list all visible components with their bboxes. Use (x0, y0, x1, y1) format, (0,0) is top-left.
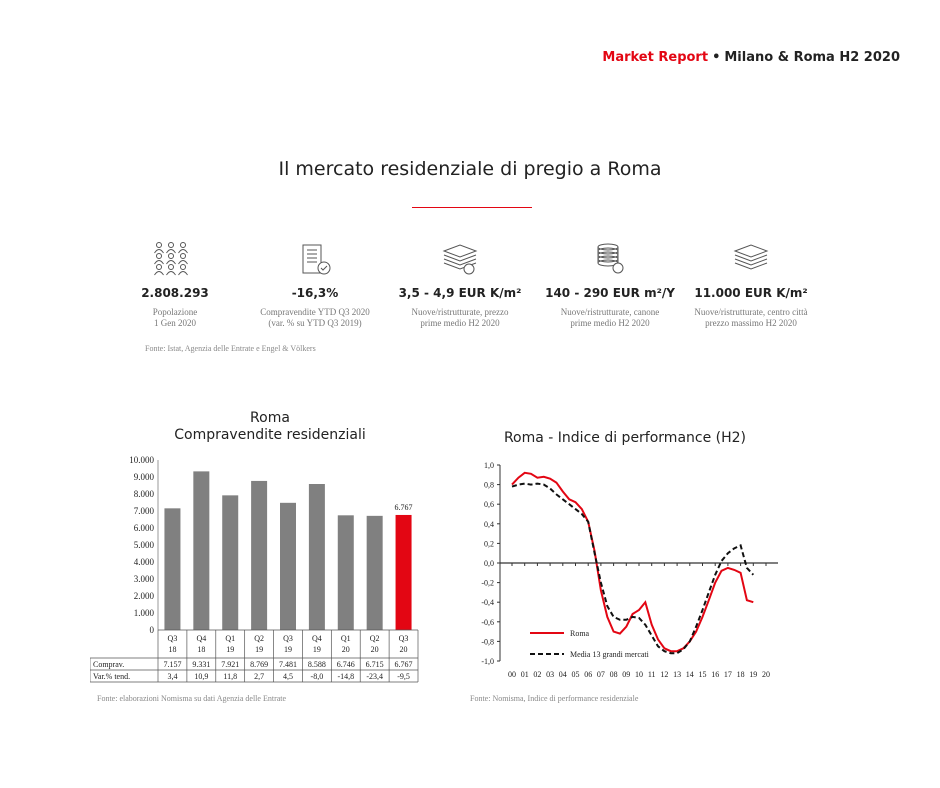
x-tick-label: 19 (255, 645, 264, 654)
bar-data-label: 6.767 (394, 502, 413, 512)
x-tick-label: Q4 (196, 634, 207, 643)
y-tick-label: 8.000 (133, 489, 154, 499)
stat-sales (250, 240, 380, 329)
table-row-label: Comprav. (93, 660, 125, 669)
table-cell: -8,0 (310, 672, 324, 681)
table-cell: 10,9 (194, 672, 209, 681)
x-tick-label: 19 (749, 670, 758, 679)
stat-value: -16,3% (291, 286, 339, 300)
table-row-label: Var.% tend. (93, 672, 131, 681)
table-cell: 7.481 (279, 660, 297, 669)
report-header (602, 50, 900, 65)
line-chart-title: Roma - Indice di performance (H2) (503, 430, 747, 446)
legend-label: Media 13 grandi mercati (570, 650, 649, 659)
bar-chart-source: Fonte: elaborazioni Nomisma su dati Agenzia delle Entrate (97, 694, 287, 703)
stat-description: Nuove/ristrutturate, prezzo prime medio H2 2020 (411, 307, 509, 328)
y-tick-label: 3.000 (133, 574, 154, 584)
x-tick-label: 04 (558, 670, 567, 679)
stat-value: 2.808.293 (141, 286, 209, 300)
bar (193, 471, 209, 630)
title-divider (412, 207, 532, 208)
series-line (512, 473, 753, 651)
stat-description: Nuove/ristrutturate, canone prime medio H2 2020 (560, 307, 660, 328)
stat-population (110, 240, 240, 329)
y-tick-label: 1,0 (484, 461, 494, 470)
y-tick-label: 9.000 (133, 472, 154, 482)
table-cell: 9.331 (192, 660, 211, 669)
y-tick-label: -0,2 (481, 578, 494, 588)
x-tick-label: 14 (685, 670, 694, 679)
table-cell: 8.769 (250, 660, 269, 669)
x-tick-label: Q2 (254, 634, 265, 643)
x-tick-label: 20 (370, 645, 379, 654)
y-tick-label: 0 (149, 625, 154, 635)
y-tick-label: -0,4 (481, 598, 494, 608)
table-cell: 6.767 (394, 660, 413, 669)
table-cell: 7.921 (221, 660, 240, 669)
table-cell: 4,5 (283, 672, 293, 681)
brand-label: Market Report (602, 50, 709, 65)
x-tick-label: 03 (546, 670, 555, 679)
x-tick-label: 16 (711, 670, 720, 679)
header-separator: • (712, 50, 721, 65)
x-tick-label: 18 (736, 670, 745, 679)
table-cell: 2,7 (254, 672, 265, 681)
y-tick-label: -0,8 (481, 637, 494, 647)
report-subtitle: Milano & Roma H2 2020 (724, 50, 900, 65)
stat-prime-price (395, 240, 525, 329)
stat-rent (545, 240, 675, 329)
table-cell: 7.157 (163, 660, 182, 669)
x-tick-label: 13 (673, 670, 682, 679)
bar (222, 495, 238, 630)
x-tick-label: 01 (520, 670, 529, 679)
table-cell: -23,4 (366, 672, 384, 681)
bar (309, 484, 325, 630)
y-tick-label: 2.000 (133, 591, 154, 601)
x-tick-label: Q3 (283, 634, 293, 643)
bar (164, 508, 180, 630)
x-tick-label: 19 (312, 645, 321, 654)
x-tick-label: 19 (226, 645, 235, 654)
y-tick-label: 0,6 (484, 500, 494, 510)
x-tick-label: 15 (698, 670, 707, 679)
x-tick-label: 19 (284, 645, 292, 654)
stat-value: 140 - 290 EUR m²/Y (545, 286, 675, 300)
stat-description: Popolazione 1 Gen 2020 (152, 307, 198, 328)
x-tick-label: Q1 (225, 634, 236, 643)
y-tick-label: -1,0 (481, 657, 494, 666)
x-tick-label: 18 (197, 645, 206, 654)
y-tick-label: 10.000 (129, 455, 154, 465)
x-tick-label: Q3 (398, 634, 409, 643)
x-tick-label: 09 (622, 670, 631, 679)
stats-source: Fonte: Istat, Agenzia delle Entrate e Engel & Völkers (145, 344, 316, 353)
bar (396, 515, 412, 630)
money-stack-icon (395, 240, 525, 278)
y-tick-label: 6.000 (133, 523, 154, 533)
building-check-icon (250, 240, 380, 278)
x-tick-label: 02 (533, 670, 542, 679)
bar (367, 516, 383, 630)
x-tick-label: 06 (584, 670, 593, 679)
x-tick-label: Q3 (167, 634, 178, 643)
y-tick-label: 0,2 (484, 539, 494, 549)
coins-icon (545, 240, 675, 278)
stat-description: Compravendite YTD Q3 2020 (var. % su YTD Q3 2019) (260, 307, 370, 328)
line-chart (460, 455, 800, 685)
stat-value: 3,5 - 4,9 EUR K/m² (398, 286, 522, 300)
x-tick-label: 07 (596, 670, 605, 679)
people-icon (110, 240, 240, 278)
money-stack-icon (686, 240, 816, 278)
table-cell: 8.588 (307, 660, 326, 669)
series-line (512, 484, 753, 654)
x-tick-label: 18 (168, 645, 177, 654)
bar (280, 503, 296, 630)
x-tick-label: 05 (571, 670, 580, 679)
y-tick-label: 7.000 (133, 506, 154, 516)
stat-max-price (686, 240, 816, 329)
x-tick-label: 12 (660, 670, 669, 679)
legend-label: Roma (570, 629, 590, 638)
bar-chart-title: Roma Compravendite residenziali (174, 410, 366, 443)
x-tick-label: 10 (635, 670, 643, 679)
table-cell: -9,5 (397, 672, 410, 681)
x-tick-label: Q2 (369, 634, 380, 643)
table-cell: 6.746 (336, 660, 355, 669)
stat-description: Nuove/ristrutturate, centro città prezzo massimo H2 2020 (694, 307, 808, 328)
y-tick-label: 0,8 (484, 480, 494, 490)
y-tick-label: 0,4 (484, 519, 494, 529)
table-cell: 11,8 (223, 672, 238, 681)
y-tick-label: 0,0 (484, 559, 494, 568)
x-tick-label: Q1 (340, 634, 351, 643)
page-title: Il mercato residenziale di pregio a Roma (278, 158, 662, 180)
x-tick-label: 20 (399, 645, 408, 654)
table-cell: -14,8 (337, 672, 355, 681)
y-tick-label: -0,6 (481, 617, 494, 627)
stat-value: 11.000 EUR K/m² (694, 286, 808, 300)
x-tick-label: 00 (508, 670, 516, 679)
bar (251, 481, 267, 630)
line-chart-source: Fonte: Nomisma, Indice di performance residenziale (470, 694, 639, 703)
y-tick-label: 4.000 (133, 557, 154, 567)
table-cell: 6.715 (365, 660, 384, 669)
bar (338, 515, 354, 630)
x-tick-label: 20 (762, 670, 770, 679)
y-tick-label: 5.000 (133, 540, 154, 550)
bar-chart (90, 450, 430, 690)
x-tick-label: Q4 (311, 634, 322, 643)
y-tick-label: 1.000 (133, 608, 154, 618)
x-tick-label: 08 (609, 670, 618, 679)
x-tick-label: 17 (723, 670, 732, 679)
x-tick-label: 11 (647, 670, 656, 679)
table-cell: 3,4 (167, 672, 178, 681)
x-tick-label: 20 (341, 645, 350, 654)
